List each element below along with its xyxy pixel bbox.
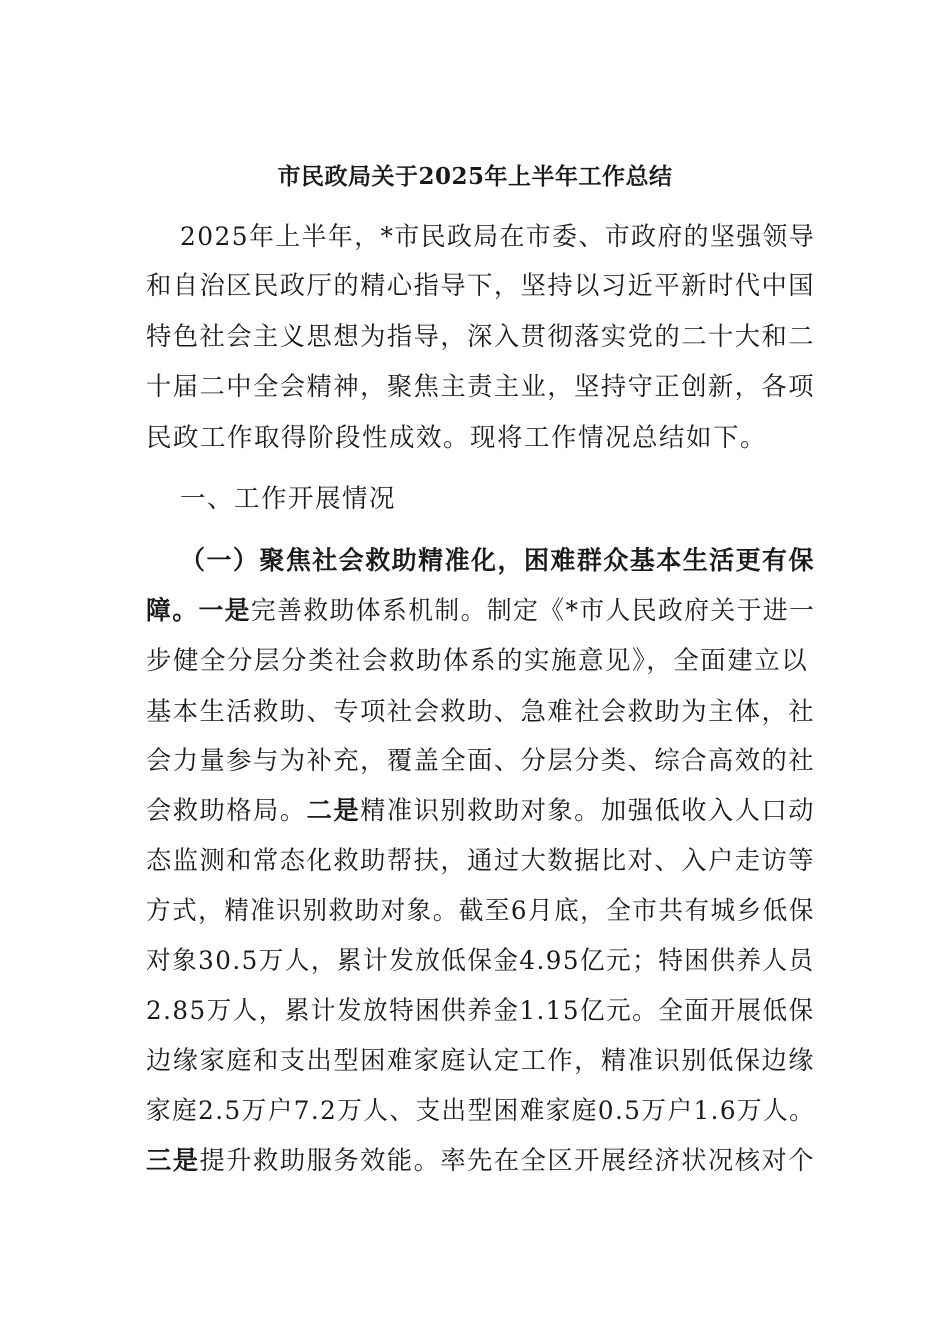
intro-line: 十届二中全会精神，聚焦主责主业，坚持守正创新，各项 <box>146 372 816 402</box>
paragraph-line: 对象30.5万人，累计发放低保金4.95亿元；特困供养人员 <box>146 946 815 976</box>
point-text: 会救助格局。 <box>146 796 307 826</box>
subsection-heading: （一）聚焦社会救助精准化，困难群众基本生活更有保 <box>180 546 815 576</box>
intro-line: 特色社会主义思想为指导，深入贯彻落实党的二十大和二 <box>146 322 816 352</box>
point-label: 三是 <box>146 1146 200 1176</box>
section-heading: 一、工作开展情况 <box>180 484 397 514</box>
point-label: 一是 <box>198 596 251 626</box>
paragraph-line: 态监测和常态化救助帮扶，通过大数据比对、入户走访等 <box>146 846 816 876</box>
paragraph-line: 步健全分层分类社会救助体系的实施意见》，全面建立以 <box>146 646 809 676</box>
intro-line: 2025年上半年，*市民政局在市委、市政府的坚强领导 <box>180 222 816 252</box>
paragraph-line: 基本生活救助、专项社会救助、急难社会救助为主体，社 <box>146 697 816 727</box>
paragraph-line: 2.85万人，累计发放特困供养金1.15亿元。全面开展低保 <box>146 996 815 1026</box>
paragraph-line: 方式，精准识别救助对象。截至6月底，全市共有城乡低保 <box>146 896 815 926</box>
point-label: 二是 <box>306 796 361 826</box>
paragraph-line <box>146 596 815 626</box>
paragraph-line: 会力量参与为补充，覆盖全面、分层分类、综合高效的社 <box>146 746 816 776</box>
paragraph-line <box>146 796 815 826</box>
document-title: 市民政局关于2025年上半年工作总结 <box>277 163 673 190</box>
point-text: 精准识别救助对象。加强低收入人口动 <box>360 796 816 826</box>
paragraph-line: 边缘家庭和支出型困难家庭认定工作，精准识别低保边缘 <box>146 1046 816 1076</box>
point-text: 完善救助体系机制。制定《*市人民政府关于进一 <box>250 596 816 626</box>
paragraph-line: 家庭2.5万户7.2万人、支出型困难家庭0.5万户1.6万人。 <box>146 1096 816 1126</box>
paragraph-line <box>146 1146 815 1176</box>
intro-line: 民政工作取得阶段性成效。现将工作情况总结如下。 <box>146 423 768 453</box>
point-text: 提升救助服务效能。率先在全区开展经济状况核对个 <box>199 1146 816 1176</box>
intro-line: 和自治区民政厅的精心指导下，坚持以习近平新时代中国 <box>146 271 816 301</box>
subsection-heading-end: 障。 <box>146 596 199 626</box>
